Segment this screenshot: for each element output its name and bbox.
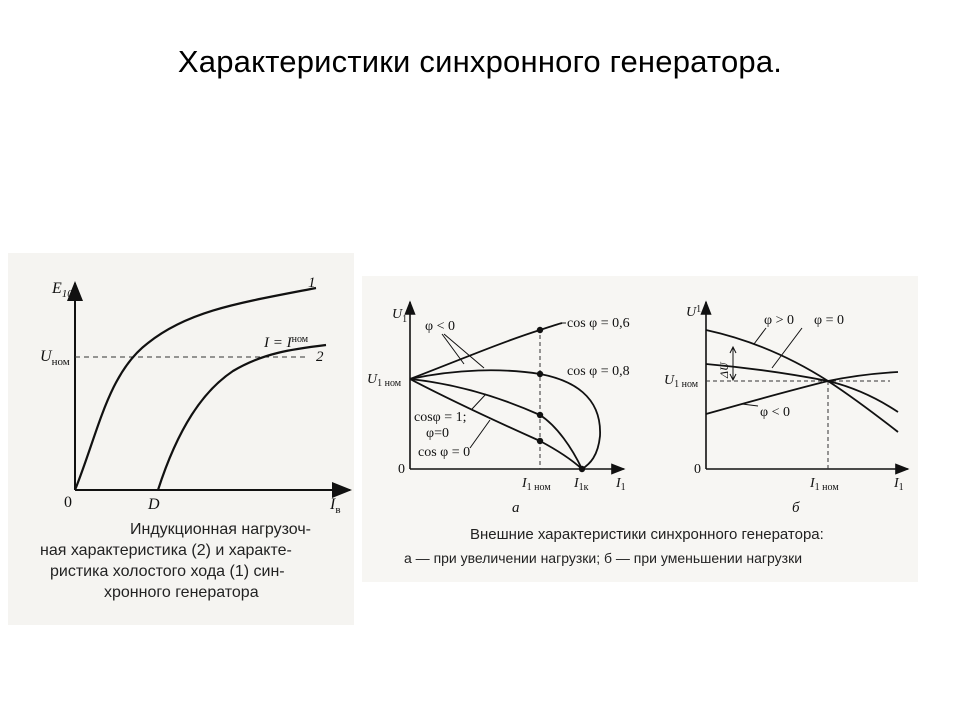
caption-left-line-2: ная характеристика (2) и характе-: [40, 542, 292, 559]
origin-label: 0: [64, 494, 72, 511]
a-cos-06-label: cos φ = 0,6: [567, 316, 630, 331]
a-panel-label: а: [512, 500, 520, 516]
curve-2-label: 2: [316, 349, 324, 365]
a-cos-0-label: cos φ = 0: [418, 445, 471, 460]
curve-2-condition: $I = I^{ном}$: [264, 334, 309, 351]
a-i-nom-label: $I_{1 ном}$: [522, 476, 551, 493]
b-phi-less-zero-label: φ < 0: [760, 405, 790, 420]
figure-external-characteristics: [362, 276, 918, 582]
a-i-k-label: $I_{1к}$: [574, 476, 589, 493]
a-cos-1-label: cosφ = 1;: [414, 410, 467, 425]
a-point-cos-08: [537, 371, 543, 377]
slide-title: Характеристики синхронного генератора.: [177, 44, 783, 79]
a-x-axis-label: $I_1$: [616, 476, 626, 493]
a-cos-08-label: cos φ = 0,8: [567, 364, 630, 379]
u-nom-label: $U_{ном}$: [40, 348, 70, 368]
figure-no-load-characteristic: [8, 253, 354, 625]
subplot-b: [664, 302, 908, 516]
y-axis-label: $E_{10}$: [52, 280, 73, 300]
b-pointer-phi-gt: [754, 328, 766, 344]
b-y-axis-label: $U^1$: [686, 304, 702, 320]
caption-right-line-2: а — при увеличении нагрузки; б — при уменьшении нагрузки: [404, 550, 803, 566]
tick-d-label: D: [148, 496, 160, 513]
a-pointer-cos0: [470, 420, 490, 448]
a-point-cos-1: [537, 412, 543, 418]
b-curve-phi-less-zero: [706, 372, 898, 414]
caption-right-line-1: Внешние характеристики синхронного генератора:: [470, 526, 824, 543]
b-delta-u-label: ΔU: [717, 362, 731, 378]
a-point-i-k: [579, 466, 585, 472]
a-origin-label: 0: [398, 462, 405, 477]
caption-left-line-1: Индукционная нагрузоч-: [130, 521, 312, 538]
a-point-cos-06: [537, 327, 543, 333]
curve-1-no-load: [75, 288, 316, 490]
caption-left-line-4: хронного генератора: [104, 584, 259, 601]
b-i-nom-label: $I_{1 ном}$: [810, 476, 839, 493]
b-phi-greater-zero-label: φ > 0: [764, 313, 794, 328]
a-point-cos-0: [537, 438, 543, 444]
x-axis-label: $I_в$: [330, 496, 341, 516]
a-u-nom-label: $U_{1 ном}$: [367, 372, 402, 389]
a-phi-less-zero: φ < 0: [425, 319, 455, 334]
b-pointer-phi-eq: [772, 328, 802, 368]
a-y-axis-label: $U_1$: [392, 307, 408, 325]
b-x-axis-label: $I_1$: [894, 476, 904, 493]
b-panel-label: б: [792, 500, 800, 516]
b-u-nom-label: $U_{1 ном}$: [664, 373, 699, 390]
b-phi-equal-zero-label: φ = 0: [814, 313, 844, 328]
b-pointer-phi-lt: [742, 404, 758, 406]
a-pointer-cos1: [472, 394, 486, 409]
b-origin-label: 0: [694, 462, 701, 477]
a-phi-0-label: φ=0: [426, 426, 449, 441]
curve-1-label: 1: [308, 275, 316, 291]
caption-left-line-3: ристика холостого хода (1) син-: [50, 563, 285, 580]
curve-2-inductive-load: [158, 345, 326, 490]
subplot-a: [367, 302, 630, 516]
a-pointer-phi-1: [442, 334, 464, 364]
